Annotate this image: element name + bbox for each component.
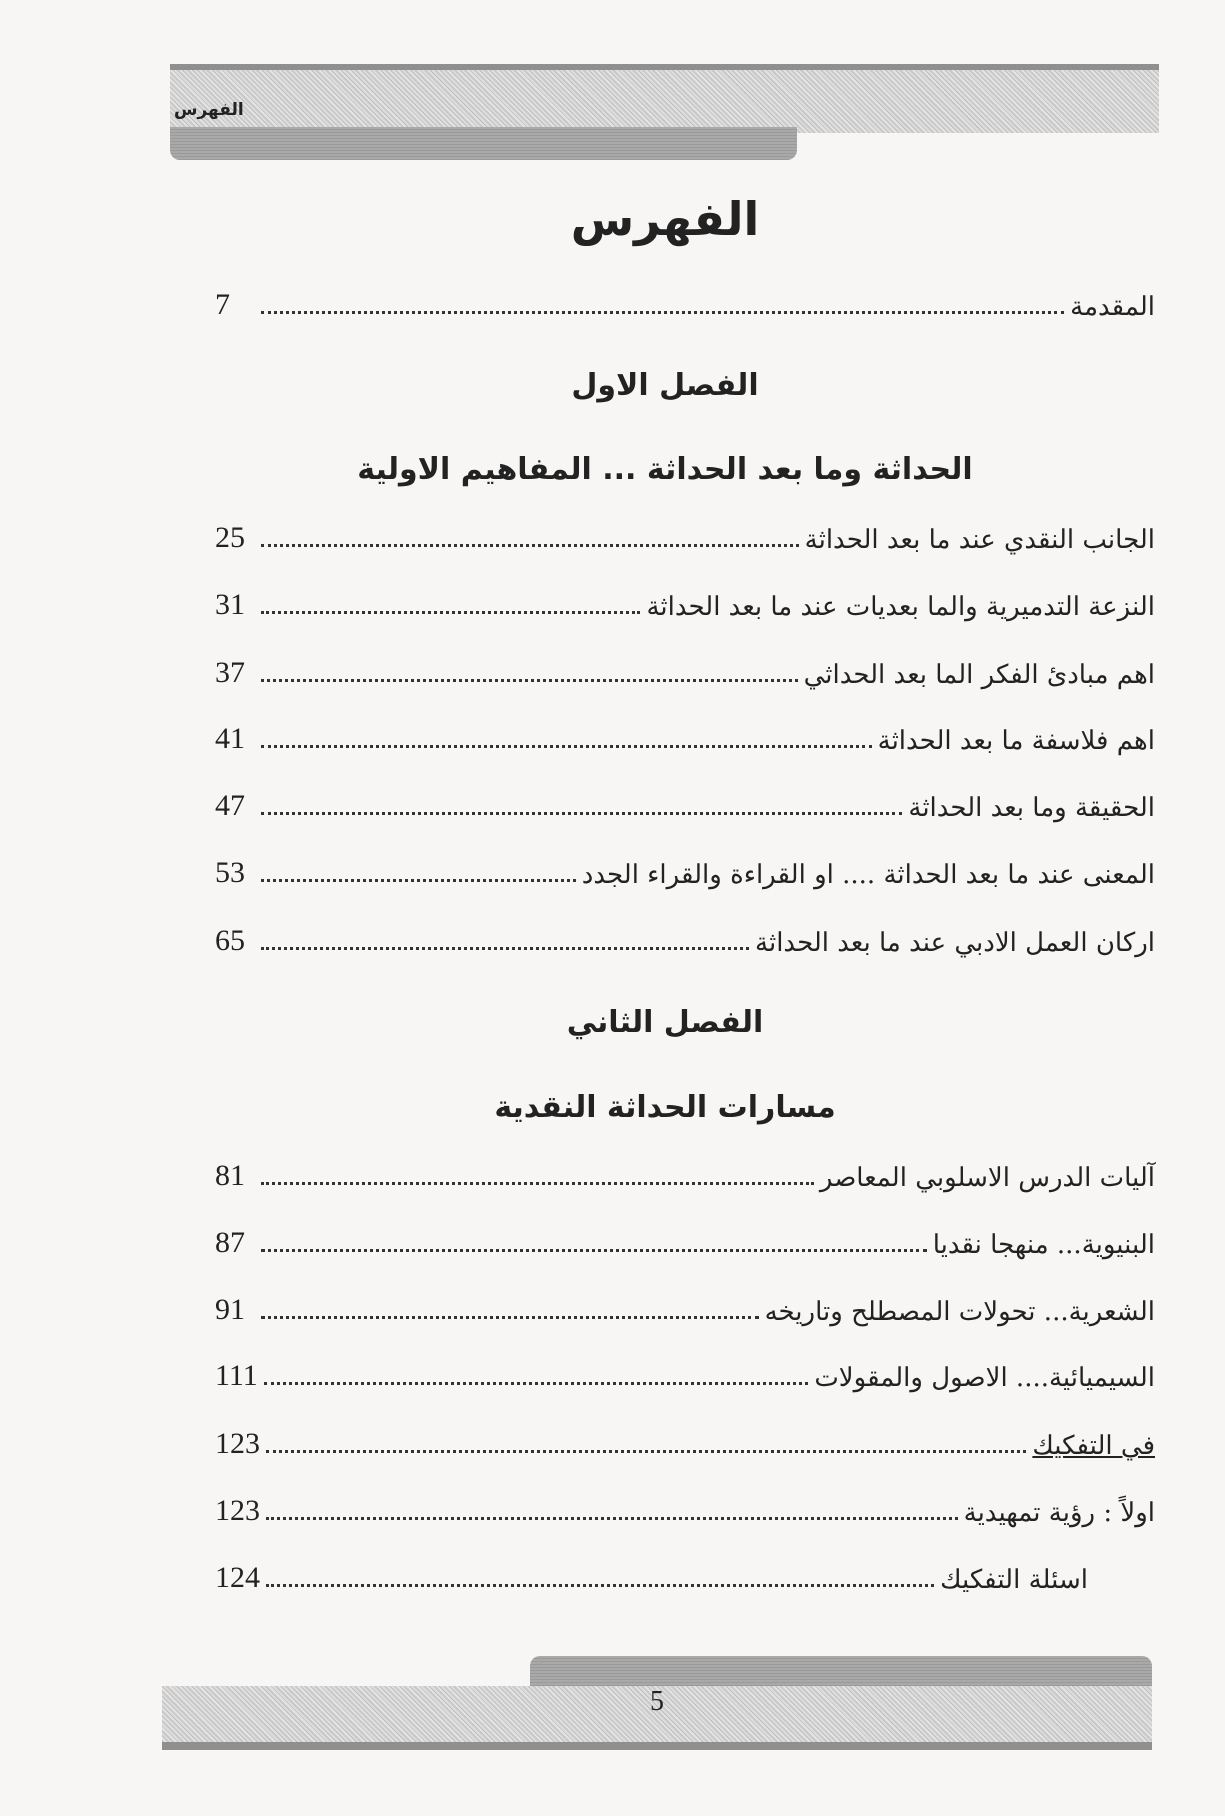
toc-entry[interactable]: [215, 1220, 1155, 1260]
entry-page: 65: [215, 924, 245, 957]
dot-leader: [266, 1450, 1026, 1453]
dot-leader: [264, 1382, 809, 1385]
entry-title: الحقيقة وما بعد الحداثة: [908, 793, 1155, 823]
entry-page: 41: [215, 722, 245, 755]
dot-leader: [261, 812, 902, 815]
dot-leader: [266, 1517, 958, 1520]
dot-leader: [266, 1584, 934, 1587]
entry-page: 37: [215, 656, 245, 689]
toc-entry[interactable]: [215, 850, 1155, 890]
header-band: [170, 64, 1159, 133]
toc-entry[interactable]: [215, 918, 1155, 958]
toc-entry[interactable]: [215, 716, 1155, 756]
dot-leader: [261, 611, 640, 614]
chapter-2-label: الفصل الثاني: [566, 1005, 764, 1040]
running-header: الفهرس: [174, 100, 244, 120]
chapter-1-label: الفصل الاول: [571, 368, 759, 403]
entry-title: الجانب النقدي عند ما بعد الحداثة: [804, 525, 1155, 555]
entry-title: اولاً : رؤية تمهيدية: [963, 1498, 1155, 1528]
entry-page: 53: [215, 856, 245, 889]
entry-title: السيميائية.... الاصول والمقولات: [814, 1363, 1155, 1393]
entry-title: النزعة التدميرية والما بعديات عند ما بعد الحداثة: [646, 592, 1155, 622]
dot-leader: [261, 311, 1064, 314]
dot-leader: [261, 1249, 927, 1252]
dot-leader: [261, 1316, 759, 1319]
toc-entry[interactable]: [215, 783, 1155, 823]
entry-page: 31: [215, 588, 245, 621]
dot-leader: [261, 947, 749, 950]
toc-entry[interactable]: [215, 582, 1155, 622]
entry-page: 124: [215, 1561, 260, 1594]
entry-title: اهم مبادئ الفكر الما بعد الحداثي: [803, 660, 1155, 690]
entry-page: 87: [215, 1226, 245, 1259]
dot-leader: [261, 679, 798, 682]
entry-page: 123: [215, 1494, 260, 1527]
entry-title: اهم فلاسفة ما بعد الحداثة: [877, 726, 1155, 756]
entry-page: 25: [215, 521, 245, 554]
chapter-2-subtitle: مسارات الحداثة النقدية: [494, 1090, 836, 1125]
dot-leader: [261, 544, 799, 547]
entry-page: 123: [215, 1427, 260, 1460]
page-number: 5: [650, 1686, 664, 1717]
chapter-1-subtitle: الحداثة وما بعد الحداثة ... المفاهيم الاولية: [357, 452, 973, 487]
entry-title: آليات الدرس الاسلوبي المعاصر: [819, 1163, 1155, 1193]
page-title: الفهرس: [570, 192, 760, 246]
entry-page: 111: [215, 1359, 258, 1392]
entry-title: الشعرية... تحولات المصطلح وتاريخه: [764, 1297, 1155, 1327]
entry-page: 7: [215, 288, 230, 321]
footer-tab: [530, 1656, 1152, 1686]
entry-title: اسئلة التفكيك: [940, 1565, 1088, 1595]
entry-page: 47: [215, 789, 245, 822]
toc-entry[interactable]: [215, 1287, 1155, 1327]
dot-leader: [261, 879, 576, 882]
toc-entry[interactable]: [215, 650, 1155, 690]
toc-entry[interactable]: [215, 1421, 1155, 1461]
entry-title: اركان العمل الادبي عند ما بعد الحداثة: [755, 928, 1155, 958]
toc-entry-intro[interactable]: [215, 282, 1155, 322]
entry-title: في التفكيك: [1032, 1431, 1155, 1461]
toc-entry[interactable]: [215, 1153, 1155, 1193]
entry-title: البنيوية... منهجا نقديا: [932, 1230, 1155, 1260]
toc-entry[interactable]: [215, 1555, 1088, 1595]
entry-title: المقدمة: [1070, 292, 1155, 322]
toc-entry[interactable]: [215, 1353, 1155, 1393]
entry-page: 91: [215, 1293, 245, 1326]
toc-entry[interactable]: [215, 1488, 1155, 1528]
dot-leader: [261, 1182, 814, 1185]
dot-leader: [261, 745, 872, 748]
header-tab: [170, 127, 797, 160]
toc-entry[interactable]: [215, 515, 1155, 555]
entry-page: 81: [215, 1159, 245, 1192]
entry-title: المعنى عند ما بعد الحداثة .... او القراءة والقراء الجدد: [581, 860, 1155, 890]
